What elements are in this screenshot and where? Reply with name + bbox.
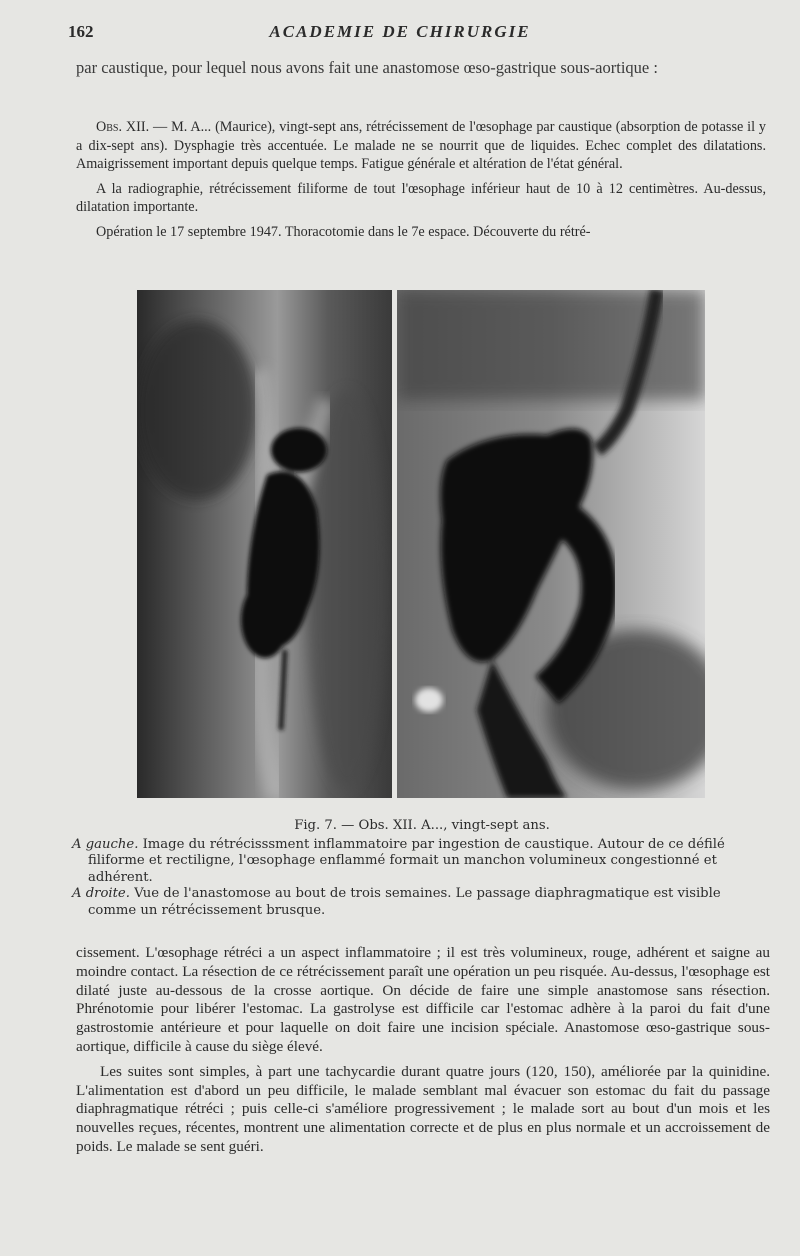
page-number: 162 — [68, 22, 94, 41]
body-text — [76, 944, 770, 1163]
caption-right-text: Vue de l'anastomose au bout de trois semaines. Le passage diaphragmatique est visible comme un rétrécissement brusque. — [88, 886, 721, 918]
observation-text: — M. A... (Maurice), vingt-sept ans, rétrécissement de l'œsophage par caustique (absorption de potasse il y a dix-sept ans). Dysphagie très accentuée. Le malade ne se nourrit que de liquides. Echec complet des dilatations. Amaigrissement important depuis quelque temps. Fatigue générale et altération de l'état général. — [76, 119, 766, 173]
radiograph-left — [137, 290, 392, 798]
radiograph-right-image — [397, 290, 705, 798]
caption-figure-line: Fig. 7. — Obs. XII. A..., vingt-sept ans. — [294, 818, 550, 833]
observation-paragraph — [76, 118, 766, 174]
caption-right — [72, 886, 772, 919]
caption-left-label: A gauche. — [72, 836, 139, 852]
caption-left-text: Image du rétrécisssment inflammatoire par ingestion de caustique. Autour de ce défilé filiforme et rectiligne, l'œsophage enflammé formait un manchon volumineux congestionné et adhérent. — [88, 836, 725, 885]
operation-paragraph: Opération le 17 septembre 1947. Thoracotomie dans le 7e espace. Découverte du rétré- — [96, 223, 591, 240]
figure-caption — [72, 818, 772, 919]
body-paragraph-2: Les suites sont simples, à part une tachycardie durant quatre jours (120, 150), améliorée par la quinidine. L'alimentation est d'abord un peu difficile, le malade semblant mal évacuer son estomac du fait du passage diaphragmatique rétréci ; puis celle-ci s'améliore progressivement ; le malade sort au bout d'un mois et les nouvelles reçues, récentes, montrent une alimentation correcte et de plus en plus normale et un accroissement de poids. Le malade se sent guéri. — [76, 1062, 770, 1155]
caption-right-label: A droite. — [72, 886, 130, 901]
observation-block — [76, 118, 766, 248]
caption-left — [72, 837, 772, 887]
observation-label: Obs. XII. — [96, 119, 150, 135]
radiograph-right — [397, 290, 705, 798]
radiograph-left-image — [137, 290, 392, 798]
radiography-paragraph: A la radiographie, rétrécissement filiforme de tout l'œsophage inférieur haut de 10 à 12 centimètres. Au-dessus, dilatation importante. — [76, 180, 766, 216]
figure — [137, 290, 705, 798]
body-paragraph-1: cissement. L'œsophage rétréci a un aspect inflammatoire ; il est très volumineux, rouge, adhérent et saigne au moindre contact. La résection de ce rétrécissement paraît une opération un peu risquée. Au-dessus, l'œsophage est dilaté juste au-dessous de la crosse aortique. On décide de faire une simple anastomose sans résection. Phrénotomie pour libérer l'estomac. La gastrolyse est difficile car l'estomac adhère à la paroi du fait d'une gastrostomie antérieure et pour laquelle on doit faire une incision spéciale. Anastomose œso-gastrique sous-aortique, difficile à cause du siège élevé. — [76, 944, 770, 1055]
journal-title: ACADEMIE DE CHIRURGIE — [269, 22, 531, 41]
intro-text: par caustique, pour lequel nous avons fait une anastomose œso-gastrique sous-aortique : — [76, 58, 658, 77]
running-head — [60, 20, 740, 44]
